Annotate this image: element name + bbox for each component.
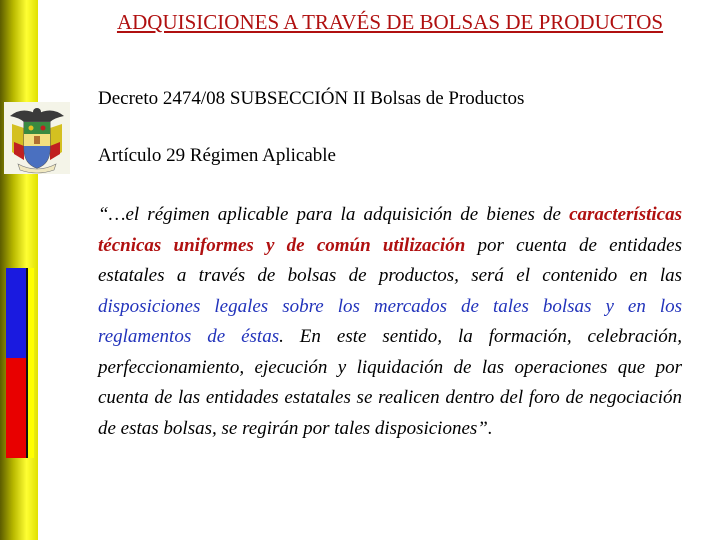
article-quote: [98, 200, 682, 444]
quote-text-1: “…el régimen aplicable para la adquisición de bienes de: [98, 204, 570, 225]
flag-stripe-divider: [26, 268, 28, 458]
flag-stripe-red: [6, 358, 26, 458]
quote-highlight-blue: disposiciones legales sobre los mercados de tales bolsas y en los reglamentos de éstas: [98, 295, 682, 347]
quote-highlight-red: características técnicas uniformes y de común utilización: [98, 204, 682, 256]
quote-text-3: . En este sentido, la formación, celebración, perfeccionamiento, ejecución y liquidación de las operaciones que por cuenta de las entidades estatales se realicen dentro del foro de negociación de estas bolsas, se regirán por tales disposiciones”.: [98, 326, 682, 439]
article-heading: Artículo 29 Régimen Aplicable: [98, 145, 336, 166]
colombia-coat-of-arms-icon: [4, 102, 70, 174]
flag-stripe-blue: [6, 268, 26, 358]
quote-text-2: por cuenta de entidades estatales a través de bolsas de productos, será el contenido en las: [98, 234, 682, 286]
page-title: ADQUISICIONES A TRAVÉS DE BOLSAS DE PRODUCTOS: [116, 10, 664, 34]
decree-reference: Decreto 2474/08 SUBSECCIÓN II Bolsas de Productos: [98, 88, 525, 109]
